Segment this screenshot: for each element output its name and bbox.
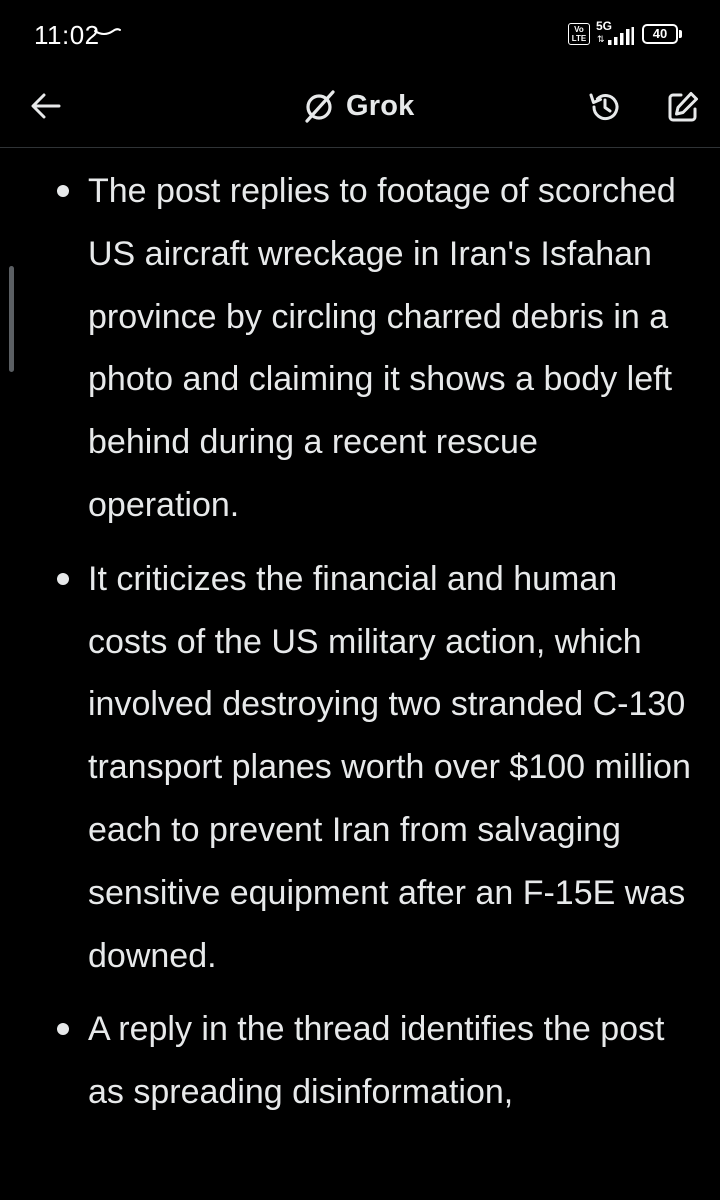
- app-header: [0, 66, 720, 148]
- bullet-dot: [57, 1023, 69, 1035]
- bullet-list: [0, 160, 720, 1124]
- history-button[interactable]: [584, 86, 626, 128]
- signal-icon: [608, 27, 634, 45]
- new-chat-button[interactable]: [662, 86, 704, 128]
- status-bar: [0, 0, 720, 66]
- status-indicators: [568, 20, 682, 48]
- bullet-dot: [57, 185, 69, 197]
- response-content: [0, 160, 720, 1200]
- notification-icon: [92, 22, 122, 43]
- back-button[interactable]: [26, 84, 66, 128]
- list-item: [0, 160, 720, 537]
- list-item: [0, 998, 720, 1124]
- bullet-dot: [57, 573, 69, 585]
- battery-icon: [642, 24, 682, 44]
- battery-level: 40: [642, 24, 678, 44]
- list-item-text: The post replies to footage of scorched US aircraft wreckage in Iran's Isfahan province by circling charred debris in a photo and claiming it shows a body left behind during a recent rescue operation.: [88, 172, 676, 524]
- header-title: [302, 86, 415, 126]
- page-title: Grok: [346, 89, 415, 122]
- grok-logo-icon: [302, 88, 338, 124]
- list-item: [0, 548, 720, 988]
- data-arrows-icon: ⇅: [597, 34, 605, 44]
- volte-icon: [568, 23, 590, 45]
- edit-icon: [666, 90, 700, 124]
- status-time: 11:02: [34, 20, 100, 50]
- history-icon: [587, 89, 623, 125]
- list-item-text: It criticizes the financial and human costs of the US military action, which involved destroying two stranded C-130 transport planes worth over $100 million each to prevent Iran from salvaging sensitive equipment after an F-15E was downed.: [88, 559, 691, 975]
- network-indicator: [596, 21, 634, 47]
- arrow-left-icon: [31, 93, 61, 119]
- volte-bottom-label: LTE: [571, 34, 587, 43]
- list-item-text: A reply in the thread identifies the post as spreading disinformation,: [88, 1010, 665, 1112]
- volte-top-label: Vo: [574, 25, 584, 34]
- network-type: 5G: [596, 19, 613, 33]
